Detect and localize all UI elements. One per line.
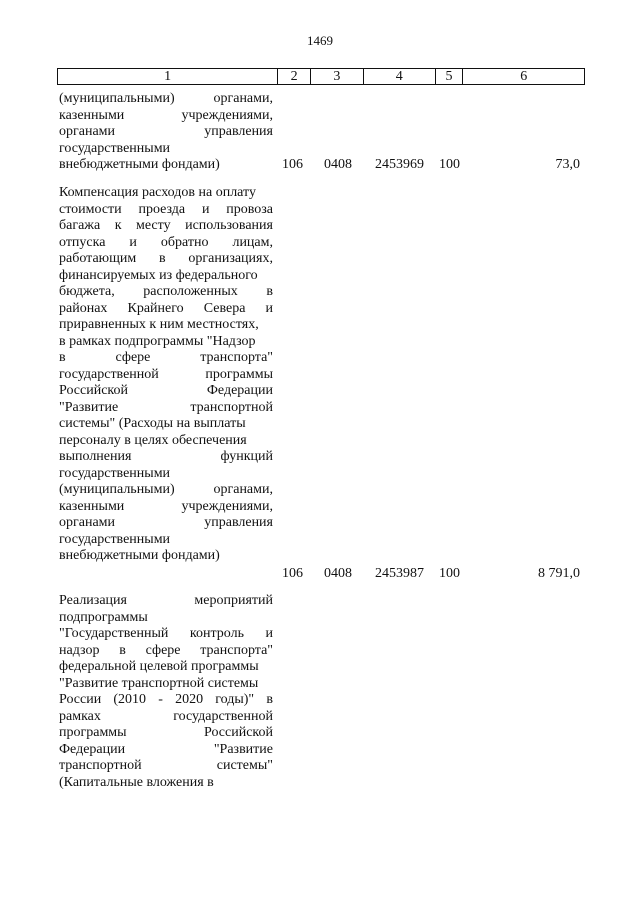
description-line bbox=[59, 124, 273, 141]
description-line bbox=[59, 758, 273, 775]
description-word: в bbox=[266, 692, 273, 707]
row-1-subsection: 0408 bbox=[324, 157, 352, 172]
description-line bbox=[59, 400, 273, 417]
description-line bbox=[59, 383, 273, 400]
description-word: органами, bbox=[213, 482, 273, 497]
description-line bbox=[59, 268, 273, 285]
description-word: и bbox=[201, 201, 210, 217]
description-word: России bbox=[59, 692, 102, 707]
description-word: выполнения bbox=[59, 449, 132, 464]
description-line bbox=[59, 775, 273, 792]
description-word: транспорта" bbox=[200, 642, 273, 658]
row-2-amount: 8 791,0 bbox=[538, 566, 580, 581]
description-word: месту bbox=[136, 218, 171, 233]
description-word: Российской bbox=[204, 725, 273, 740]
description-line bbox=[59, 251, 273, 268]
description-word: Реализация bbox=[59, 593, 127, 608]
description-line bbox=[59, 643, 273, 660]
description-word: управления bbox=[204, 515, 273, 530]
description-word: контроль bbox=[189, 626, 244, 641]
row-1-description bbox=[59, 91, 273, 174]
description-word: в bbox=[119, 642, 126, 658]
description-word: "Развитие транспортной системы bbox=[59, 675, 259, 691]
description-word: (муниципальными) bbox=[59, 482, 175, 497]
row-1-target: 2453969 bbox=[375, 157, 424, 172]
description-word: расположенных bbox=[143, 284, 238, 299]
description-word: сфере bbox=[145, 642, 181, 658]
description-word: Российской bbox=[59, 383, 128, 398]
description-word: мероприятий bbox=[194, 593, 273, 608]
description-word: транспортной bbox=[190, 399, 273, 415]
header-col-1: 1 bbox=[58, 69, 278, 84]
description-line bbox=[59, 284, 273, 301]
description-word: Севера bbox=[203, 300, 246, 316]
description-word: использования bbox=[185, 218, 273, 233]
header-col-3: 3 bbox=[311, 69, 364, 84]
description-word: обратно bbox=[160, 234, 209, 250]
description-word: транспортной bbox=[59, 758, 142, 773]
description-line bbox=[59, 202, 273, 219]
description-word: государственными bbox=[59, 531, 171, 547]
description-line bbox=[59, 610, 273, 627]
description-line bbox=[59, 108, 273, 125]
description-word: программы bbox=[205, 366, 273, 382]
description-line bbox=[59, 91, 273, 108]
row-2-subsection: 0408 bbox=[324, 566, 352, 581]
description-line bbox=[59, 317, 273, 334]
description-word: организациях, bbox=[188, 251, 273, 266]
row-2-target: 2453987 bbox=[375, 566, 424, 581]
description-word: в bbox=[159, 251, 166, 266]
description-line bbox=[59, 692, 273, 709]
row-2-type: 100 bbox=[439, 566, 460, 581]
description-word: багажа bbox=[59, 218, 101, 233]
row-1-section: 106 bbox=[282, 157, 303, 172]
description-line bbox=[59, 218, 273, 235]
description-word: государственными bbox=[59, 465, 171, 481]
header-col-5: 5 bbox=[436, 69, 464, 84]
row-2-description bbox=[59, 185, 273, 565]
description-word: "Государственный bbox=[59, 626, 169, 641]
description-word: - bbox=[158, 692, 163, 707]
table-header bbox=[57, 68, 585, 85]
row-1-amount: 73,0 bbox=[555, 157, 580, 172]
description-line bbox=[59, 725, 273, 742]
header-col-6: 6 bbox=[520, 69, 528, 84]
description-word: в рамках подпрограммы "Надзор bbox=[59, 333, 256, 349]
description-line bbox=[59, 157, 273, 174]
description-word: приравненных к ним местностях, bbox=[59, 317, 259, 332]
description-word: к bbox=[114, 218, 122, 233]
description-word: (Капитальные вложения в bbox=[59, 774, 214, 790]
description-line bbox=[59, 709, 273, 726]
description-line bbox=[59, 367, 273, 384]
description-word: внебюджетными фондами) bbox=[59, 548, 220, 563]
description-word: рамках bbox=[59, 708, 101, 724]
description-line bbox=[59, 742, 273, 759]
description-word: управления bbox=[204, 124, 273, 139]
description-word: надзор bbox=[59, 642, 100, 658]
description-line bbox=[59, 626, 273, 643]
description-word: программы bbox=[59, 725, 127, 740]
description-word: годы)" bbox=[215, 692, 255, 707]
description-word: (2010 bbox=[113, 692, 147, 707]
description-line bbox=[59, 532, 273, 549]
description-word: отпуска bbox=[59, 234, 106, 250]
description-line bbox=[59, 350, 273, 367]
row-2-section: 106 bbox=[282, 566, 303, 581]
description-word: работающим bbox=[59, 251, 137, 266]
description-word: провоза bbox=[226, 201, 273, 217]
description-word: и bbox=[129, 234, 137, 250]
description-word: подпрограммы bbox=[59, 609, 148, 625]
description-word: Крайнего bbox=[127, 300, 184, 316]
description-line bbox=[59, 449, 273, 466]
description-word: сфере bbox=[115, 350, 151, 365]
description-word: районах bbox=[59, 300, 108, 316]
description-line bbox=[59, 676, 273, 693]
description-word: органами bbox=[59, 515, 116, 530]
description-word: персоналу в целях обеспечения bbox=[59, 432, 247, 448]
description-line bbox=[59, 235, 273, 252]
row-3-description bbox=[59, 593, 273, 791]
description-word: системы" bbox=[216, 758, 273, 773]
description-word: органами, bbox=[213, 91, 273, 106]
page-number: 1469 bbox=[307, 33, 333, 48]
description-word: внебюджетными фондами) bbox=[59, 157, 220, 172]
description-line bbox=[59, 185, 273, 202]
description-word: финансируемых из федерального bbox=[59, 267, 258, 283]
description-line bbox=[59, 416, 273, 433]
row-1-type: 100 bbox=[439, 157, 460, 172]
description-word: органами bbox=[59, 124, 116, 139]
description-word: Федерации bbox=[206, 383, 273, 398]
description-line bbox=[59, 515, 273, 532]
description-word: и bbox=[265, 300, 273, 316]
description-word: учреждениями, bbox=[181, 498, 273, 514]
description-word: казенными bbox=[59, 498, 125, 514]
description-word: "Развитие bbox=[213, 741, 273, 757]
description-word: 2020 bbox=[175, 692, 204, 707]
description-word: федеральной целевой программы bbox=[59, 659, 259, 674]
description-word: функций bbox=[220, 449, 273, 464]
description-word: учреждениями, bbox=[181, 107, 273, 123]
description-line bbox=[59, 482, 273, 499]
description-line bbox=[59, 659, 273, 676]
description-word: казенными bbox=[59, 107, 125, 123]
description-word: "Развитие bbox=[59, 399, 119, 415]
description-word: государственной bbox=[173, 708, 273, 724]
description-word: системы" (Расходы на выплаты bbox=[59, 416, 246, 431]
description-word: бюджета, bbox=[59, 284, 115, 299]
description-word: государственными bbox=[59, 140, 171, 156]
description-word: транспорта" bbox=[200, 350, 273, 365]
header-col-4: 4 bbox=[364, 69, 436, 84]
description-word: в bbox=[266, 284, 273, 299]
description-word: стоимости bbox=[59, 201, 122, 217]
description-line bbox=[59, 301, 273, 318]
description-line bbox=[59, 593, 273, 610]
description-line bbox=[59, 466, 273, 483]
description-word: проезда bbox=[138, 201, 186, 217]
description-line bbox=[59, 141, 273, 158]
description-line bbox=[59, 499, 273, 516]
description-word: и bbox=[265, 626, 273, 641]
description-line bbox=[59, 433, 273, 450]
header-col-2: 2 bbox=[278, 69, 311, 84]
description-word: Компенсация расходов на оплату bbox=[59, 185, 256, 200]
description-word: государственной bbox=[59, 366, 159, 382]
description-line bbox=[59, 548, 273, 565]
description-word: в bbox=[59, 350, 66, 365]
description-word: Федерации bbox=[59, 741, 126, 757]
description-word: (муниципальными) bbox=[59, 91, 175, 106]
description-line bbox=[59, 334, 273, 351]
description-word: лицам, bbox=[232, 234, 273, 250]
